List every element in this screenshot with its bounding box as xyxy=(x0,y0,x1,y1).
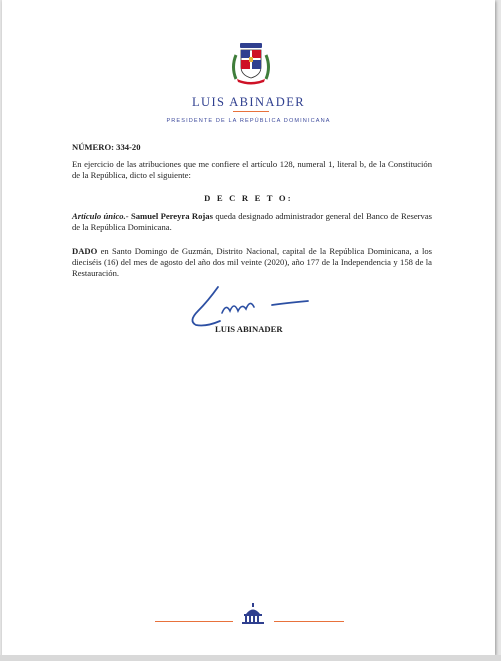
dado-text: en Santo Domingo de Guzmán, Distrito Nacional, capital de la República Dominicana, a los dieciséis (16) del mes de agosto del año dos mil veinte (2020), año 177 de la Independencia y 158 de la Restauración. xyxy=(72,246,432,278)
signer-name: LUIS ABINADER xyxy=(215,324,283,334)
dado-paragraph xyxy=(72,246,432,279)
dado-label: DADO xyxy=(72,246,98,256)
article-paragraph xyxy=(72,211,432,233)
article-text: queda designado administrador general del Banco de Reservas de la República Dominicana. xyxy=(72,211,432,232)
coat-of-arms-icon xyxy=(228,39,274,85)
article-label: Artículo único.- xyxy=(72,211,129,221)
decree-number: NÚMERO: 334-20 xyxy=(72,142,141,152)
decree-heading: D E C R E T O: xyxy=(204,193,293,203)
letterhead-subtitle: PRESIDENTE DE LA REPÚBLICA DOMINICANA xyxy=(166,118,331,124)
letterhead-name: LUIS ABINADER xyxy=(192,95,305,109)
viewer-bottom-edge xyxy=(0,655,501,661)
article-name: Samuel Pereyra Rojas xyxy=(130,211,213,221)
handwritten-signature xyxy=(180,283,320,329)
palace-dome-icon xyxy=(239,603,267,625)
footer-divider-right xyxy=(274,621,344,622)
document-page xyxy=(2,0,495,655)
footer-divider-left xyxy=(155,621,233,622)
letterhead-divider xyxy=(233,111,269,112)
intro-paragraph: En ejercicio de las atribuciones que me confiere el artículo 128, numeral 1, literal b, de la Constitución de la República, dicto el siguiente: xyxy=(72,159,432,180)
